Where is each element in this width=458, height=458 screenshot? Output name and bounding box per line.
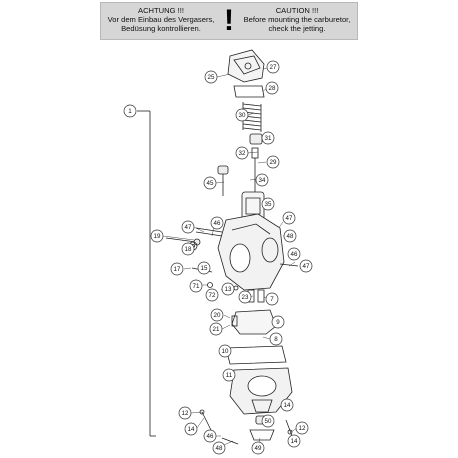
callout-10 bbox=[219, 345, 231, 357]
callout-number: 21 bbox=[212, 325, 220, 333]
callout-47 bbox=[283, 212, 295, 224]
callout-number: 12 bbox=[298, 424, 306, 432]
callout-number: 30 bbox=[238, 111, 246, 119]
warning-english-line-2: check the jetting. bbox=[268, 24, 326, 33]
callout-30 bbox=[236, 109, 248, 121]
callout-32 bbox=[236, 147, 248, 159]
callout-34 bbox=[256, 174, 268, 186]
callout-number: 14 bbox=[283, 401, 291, 409]
callout-23 bbox=[239, 291, 251, 303]
callout-17 bbox=[171, 263, 183, 275]
callout-7 bbox=[266, 293, 278, 305]
callout-48 bbox=[213, 442, 225, 454]
callout-number: 18 bbox=[184, 245, 192, 253]
callout-46 bbox=[204, 430, 216, 442]
callout-45 bbox=[204, 177, 216, 189]
callout-number: 14 bbox=[290, 437, 298, 445]
idle-adjust-screw bbox=[218, 166, 228, 196]
callout-number: 32 bbox=[238, 149, 246, 157]
callout-12 bbox=[179, 407, 191, 419]
callout-number: 46 bbox=[213, 219, 221, 227]
callout-number: 34 bbox=[258, 176, 266, 184]
callout-number: 28 bbox=[268, 84, 276, 92]
callout-number: 1 bbox=[128, 107, 132, 115]
callout-number: 11 bbox=[225, 371, 233, 379]
callout-31 bbox=[262, 132, 274, 144]
callout-9 bbox=[272, 316, 284, 328]
callout-35 bbox=[262, 198, 274, 210]
callout-number: 10 bbox=[221, 347, 229, 355]
callout-28 bbox=[266, 82, 278, 94]
left-screw bbox=[166, 238, 200, 245]
callout-number: 12 bbox=[181, 409, 189, 417]
callout-number: 72 bbox=[208, 291, 216, 299]
float-bowl-gasket bbox=[226, 346, 286, 364]
callout-number: 20 bbox=[213, 311, 221, 319]
callout-15 bbox=[198, 262, 210, 274]
callout-27 bbox=[267, 61, 279, 73]
callout-number: 35 bbox=[264, 200, 272, 208]
callout-number: 15 bbox=[200, 264, 208, 272]
callout-47 bbox=[182, 221, 194, 233]
callout-number: 31 bbox=[264, 134, 272, 142]
callout-number: 47 bbox=[184, 223, 192, 231]
callout-number: 25 bbox=[207, 73, 215, 81]
callout-number: 19 bbox=[153, 232, 161, 240]
callout-number: 50 bbox=[264, 417, 272, 425]
exclamation-icon: ! bbox=[224, 4, 234, 37]
callout-number: 23 bbox=[241, 293, 249, 301]
callout-21 bbox=[210, 323, 222, 335]
warning-english-line-1: Before mounting the carburetor, bbox=[243, 15, 351, 24]
callout-number: 71 bbox=[192, 282, 200, 290]
callout-18 bbox=[182, 243, 194, 255]
callout-20 bbox=[211, 309, 223, 321]
warning-english-heading: CAUTION !!! bbox=[275, 6, 319, 15]
carburetor-body bbox=[218, 214, 284, 290]
callout-number: 46 bbox=[206, 432, 214, 440]
callout-number: 48 bbox=[286, 232, 294, 240]
callout-14 bbox=[288, 435, 300, 447]
callout-number: 7 bbox=[270, 295, 274, 303]
callout-47 bbox=[300, 260, 312, 272]
warning-german-line-2: Bedüsung kontrollieren. bbox=[121, 24, 201, 33]
callout-number: 13 bbox=[224, 285, 232, 293]
callout-number: 27 bbox=[269, 63, 277, 71]
callout-29 bbox=[267, 156, 279, 168]
needle-clip-holder bbox=[250, 134, 262, 144]
warning-german-line-1: Vor dem Einbau des Vergasers, bbox=[107, 15, 215, 24]
callout-number: 17 bbox=[173, 265, 181, 273]
callout-number: 45 bbox=[206, 179, 214, 187]
assembly-bracket bbox=[137, 111, 156, 436]
callout-71 bbox=[190, 280, 202, 292]
callout-11 bbox=[223, 369, 235, 381]
callout-13 bbox=[222, 283, 234, 295]
callout-50 bbox=[262, 415, 274, 427]
callout-48 bbox=[284, 230, 296, 242]
callout-46 bbox=[288, 248, 300, 260]
callout-14 bbox=[281, 399, 293, 411]
jet-needle bbox=[252, 148, 258, 198]
callout-number: 29 bbox=[269, 158, 277, 166]
callout-number: 9 bbox=[276, 318, 280, 326]
warning-german-heading: ACHTUNG !!! bbox=[138, 6, 184, 15]
callout-14 bbox=[185, 423, 197, 435]
callout-8 bbox=[270, 333, 282, 345]
callout-72 bbox=[206, 289, 218, 301]
cover-gasket bbox=[234, 86, 264, 97]
callout-46 bbox=[211, 217, 223, 229]
callout-number: 47 bbox=[285, 214, 293, 222]
callout-number: 48 bbox=[215, 444, 223, 452]
callout-number: 49 bbox=[254, 444, 262, 452]
callout-number: 8 bbox=[274, 335, 278, 343]
throttle-cable-bracket bbox=[228, 50, 264, 82]
callout-1 bbox=[124, 105, 136, 117]
callout-number: 46 bbox=[290, 250, 298, 258]
callout-number: 47 bbox=[302, 262, 310, 270]
float-bowl-cover bbox=[232, 310, 276, 334]
callout-19 bbox=[151, 230, 163, 242]
callout-number: 14 bbox=[187, 425, 195, 433]
callout-12 bbox=[296, 422, 308, 434]
callout-49 bbox=[252, 442, 264, 454]
callout-25 bbox=[205, 71, 217, 83]
